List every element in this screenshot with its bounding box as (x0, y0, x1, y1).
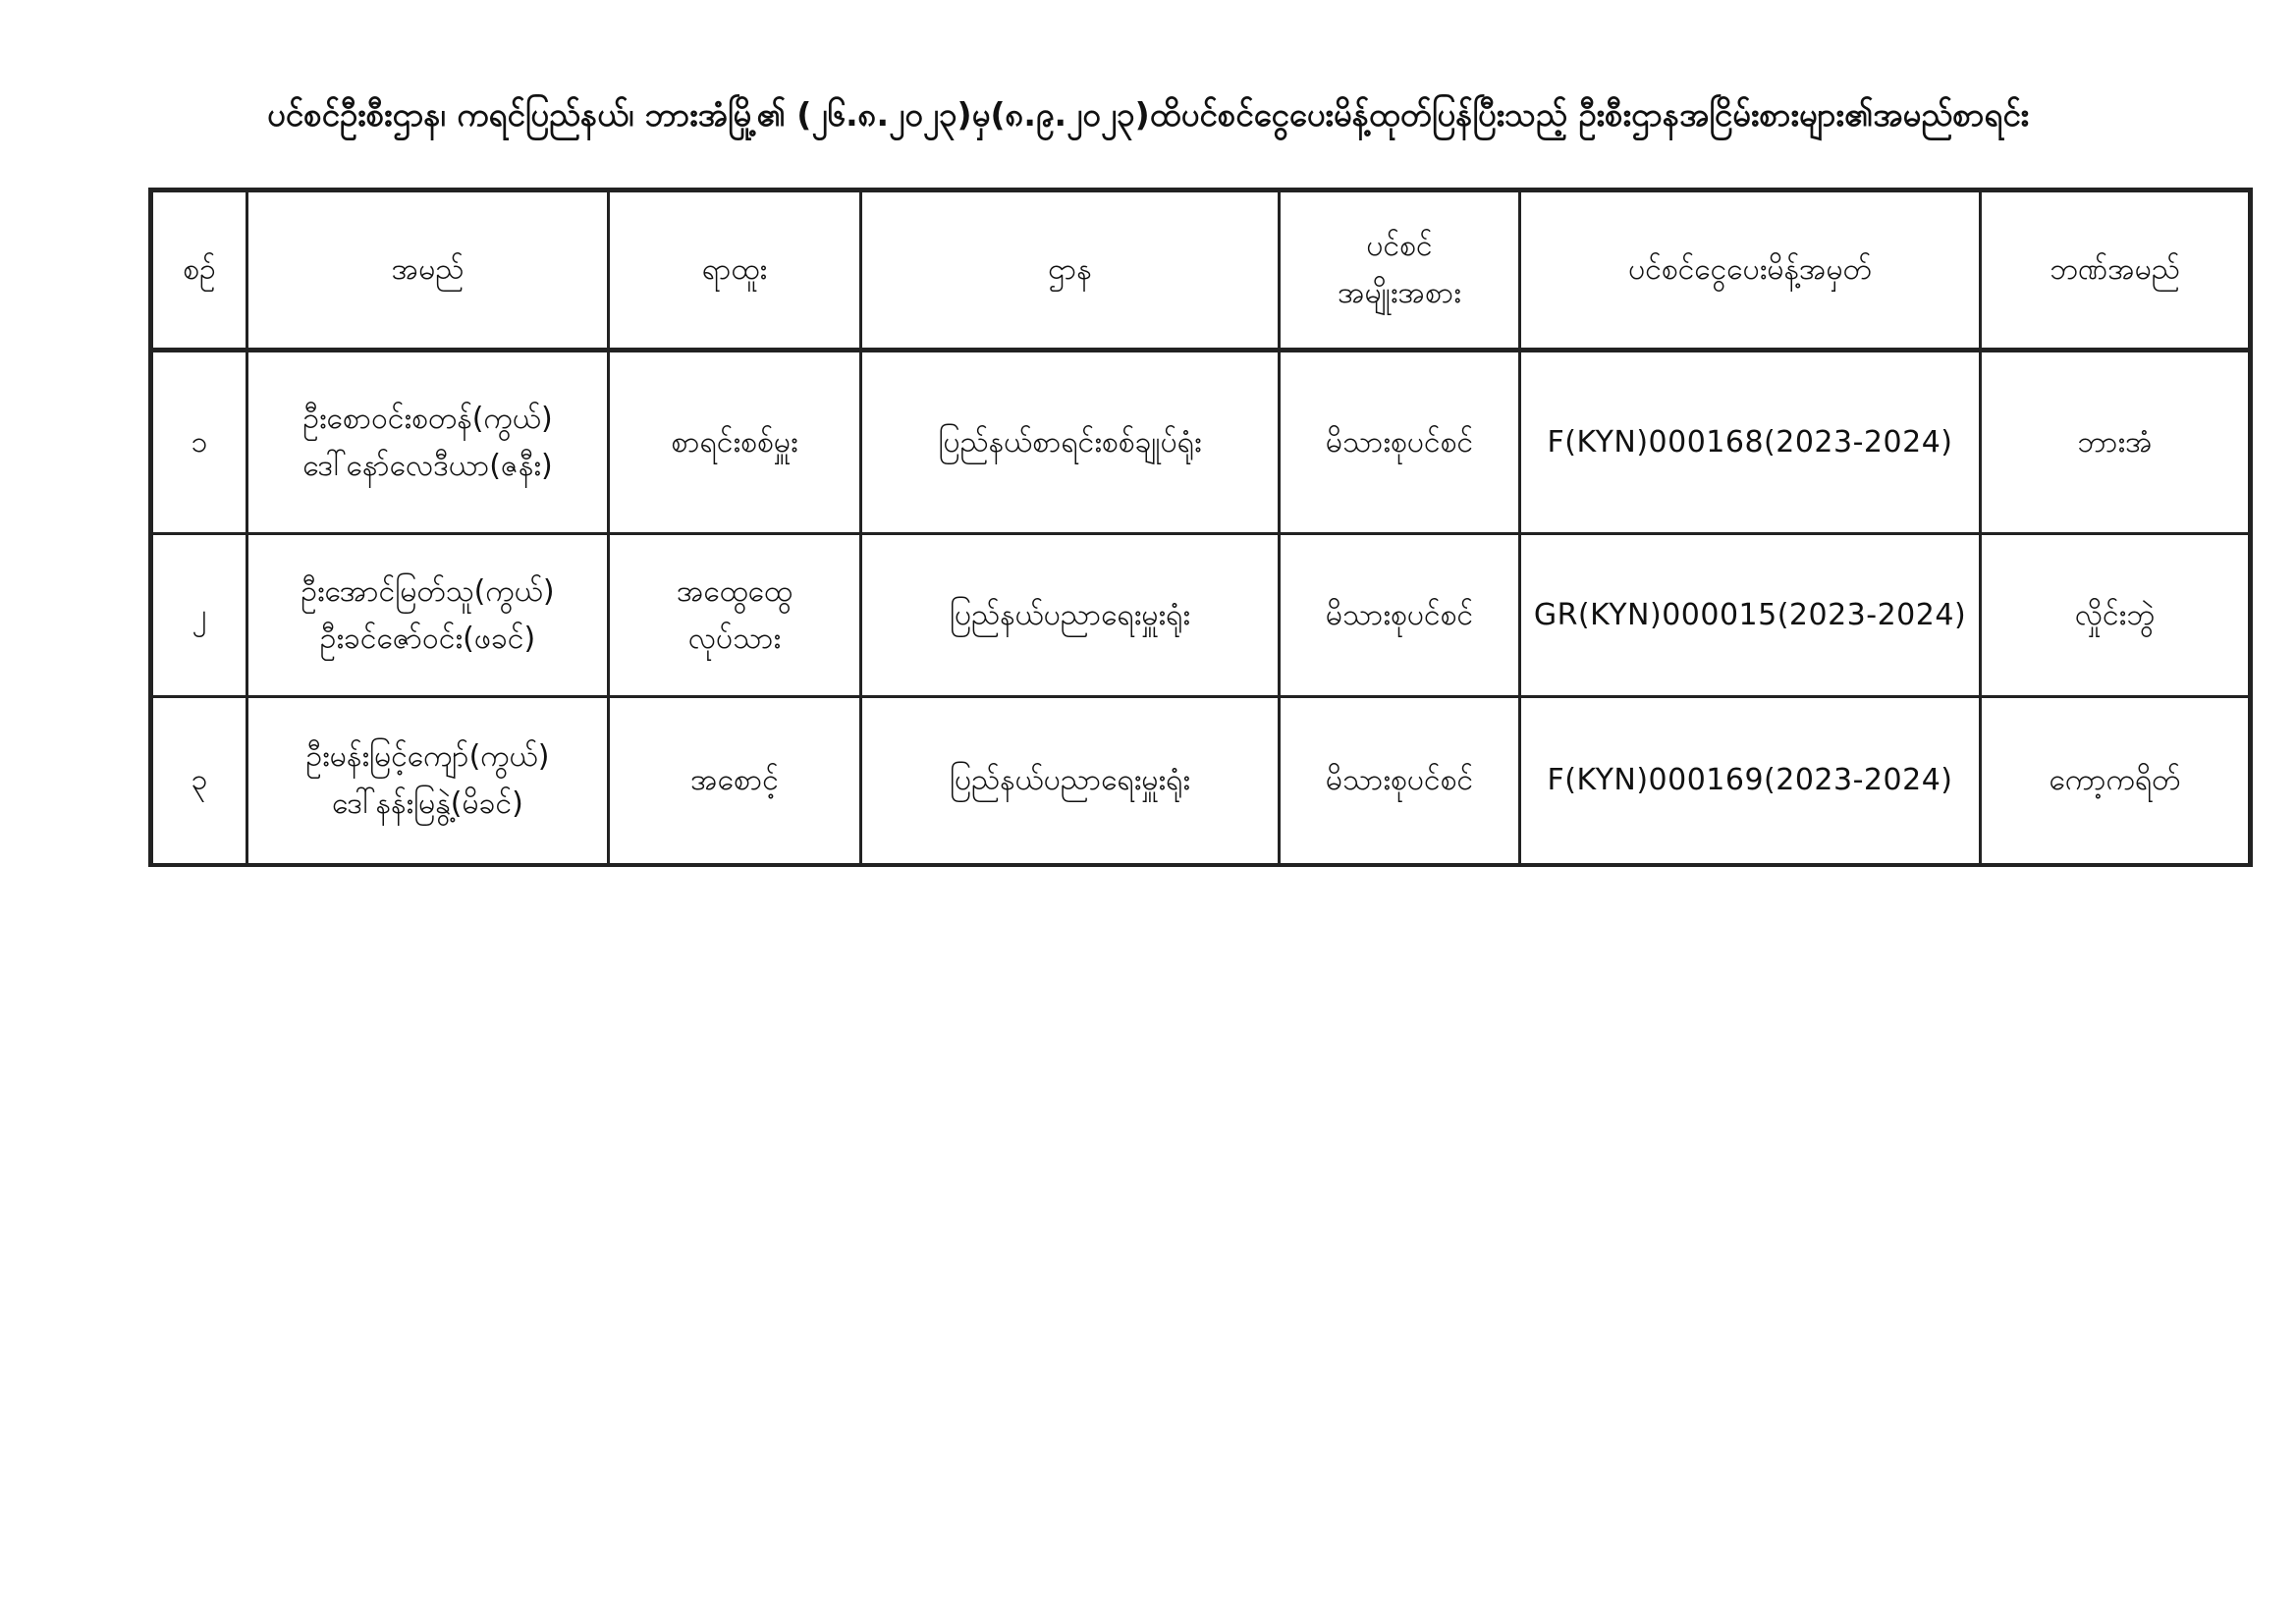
cell-rank (609, 697, 861, 866)
pensioner-table-container (148, 188, 2248, 867)
cell-department: ပြည်နယ်ပညာရေးမှူးရုံး (861, 534, 1280, 697)
header-serial: စဉ် (151, 190, 247, 351)
cell-rank-line1: စာရင်းစစ်မှူး (671, 424, 798, 460)
cell-order-number: F(KYN)000168(2023-2024) (1520, 351, 1981, 534)
table-body (151, 351, 2251, 866)
header-pension-type (1280, 190, 1520, 351)
table-row (151, 697, 2251, 866)
cell-serial: ၁ (151, 351, 247, 534)
cell-pension-type: မိသားစုပင်စင် (1280, 697, 1520, 866)
cell-rank (609, 534, 861, 697)
document-title: ပင်စင်ဦးစီးဌာန၊ ကရင်ပြည်နယ်၊ ဘားအံမြို့၏ (၂၆.၈.၂၀၂၃)မှ(၈.၉.၂၀၂၃)ထိပင်စင်ငွေပေးမိန့်ထုတ်ပြန်ပြီးသည့် ဦးစီးဌာနအငြိမ်းစားများ၏အမည်စာရင်း (266, 95, 2030, 134)
cell-name-line1: ဦးမန်းမြင့်ကျော်(ကွယ်) (305, 739, 550, 774)
cell-order-number: F(KYN)000169(2023-2024) (1520, 697, 1981, 866)
cell-pension-type: မိသားစုပင်စင် (1280, 534, 1520, 697)
header-bank-name: ဘဏ်အမည် (1981, 190, 2251, 351)
table-row (151, 534, 2251, 697)
cell-bank-name: ကော့ကရိတ် (1981, 697, 2251, 866)
cell-rank-line1: အစောင့် (690, 763, 779, 797)
header-name: အမည် (247, 190, 609, 351)
table-header (151, 190, 2251, 351)
cell-department: ပြည်နယ်စာရင်းစစ်ချုပ်ရုံး (861, 351, 1280, 534)
header-department: ဌာန (861, 190, 1280, 351)
cell-rank (609, 351, 861, 534)
cell-name-line2: ဒေါ်နော်လေဒီယာ(ဇနီး) (302, 448, 553, 483)
cell-pension-type: မိသားစုပင်စင် (1280, 351, 1520, 534)
cell-bank-name: လှိုင်းဘွဲ (1981, 534, 2251, 697)
cell-name (247, 697, 609, 866)
cell-name (247, 534, 609, 697)
header-order-number: ပင်စင်ငွေပေးမိန့်အမှတ် (1520, 190, 1981, 351)
cell-department: ပြည်နယ်ပညာရေးမှူးရုံး (861, 697, 1280, 866)
header-pension-type-line2: အမျိုးအစား (1338, 276, 1461, 310)
cell-rank-line2: လုပ်သား (687, 621, 782, 656)
header-row (151, 190, 2251, 351)
cell-bank-name: ဘားအံ (1981, 351, 2251, 534)
cell-name-line2: ဒေါ်နန်းမြနွဲ့(မိခင်) (332, 786, 523, 821)
cell-serial: ၂ (151, 534, 247, 697)
cell-name-line2: ဦးခင်ဇော်ဝင်း(ဖခင်) (319, 621, 536, 656)
cell-name-line1: ဦးစောဝင်းစတန်(ကွယ်) (302, 401, 553, 436)
cell-name-line1: ဦးအောင်မြတ်သူ(ကွယ်) (301, 573, 555, 609)
cell-serial: ၃ (151, 697, 247, 866)
cell-order-number: GR(KYN)000015(2023-2024) (1520, 534, 1981, 697)
table-row (151, 351, 2251, 534)
header-pension-type-line1: ပင်စင် (1366, 229, 1433, 263)
cell-name (247, 351, 609, 534)
header-rank: ရာထူး (609, 190, 861, 351)
cell-rank-line1: အထွေထွေ (676, 573, 793, 609)
pensioner-table (148, 188, 2253, 867)
